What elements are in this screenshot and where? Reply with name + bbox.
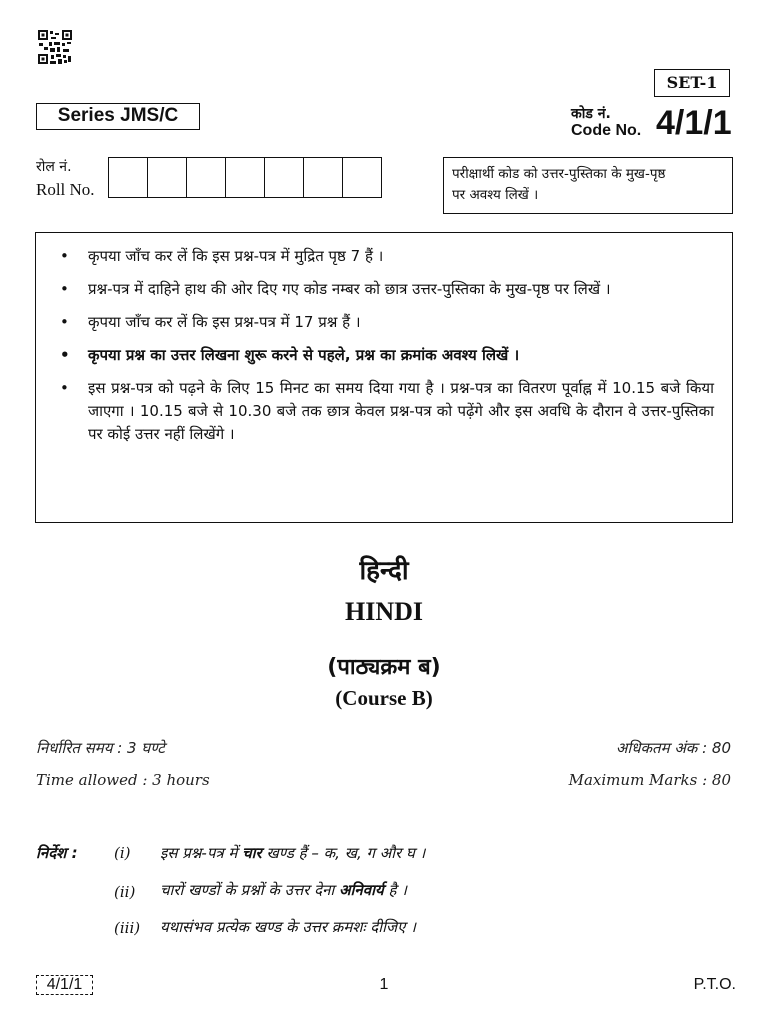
roll-cell[interactable] <box>109 158 148 197</box>
bullet-icon: • <box>60 313 69 331</box>
notice-line: परीक्षार्थी कोड को उत्तर-पुस्तिका के मुख-पृष्ठ <box>452 166 666 182</box>
instruction-text: प्रश्न-पत्र में दाहिने हाथ की ओर दिए गए कोड नम्बर को छात्र उत्तर-पुस्तिका के मुख-पृष्ठ पर लिखें । <box>88 280 611 298</box>
bullet-icon: • <box>60 379 69 397</box>
pto-label: P.T.O. <box>693 976 736 993</box>
page-number: 1 <box>379 976 389 993</box>
direction-number: (i) <box>114 844 131 862</box>
instruction-item <box>60 344 714 367</box>
subject-title-hindi: हिन्दी <box>359 556 409 586</box>
candidate-notice-box <box>443 157 733 214</box>
course-label-english: (Course B) <box>335 686 433 710</box>
roll-cell[interactable] <box>343 158 382 197</box>
roll-cell[interactable] <box>187 158 226 197</box>
instructions-box <box>35 232 733 523</box>
notice-line: पर अवश्य लिखें । <box>452 187 539 203</box>
instruction-item <box>60 278 714 301</box>
roll-label-hindi: रोल नं. <box>36 159 72 175</box>
bullet-icon: • <box>60 280 69 298</box>
roll-cell[interactable] <box>265 158 304 197</box>
roll-number-boxes[interactable] <box>108 157 382 198</box>
instruction-text: कृपया जाँच कर लें कि इस प्रश्न-पत्र में मुद्रित पृष्ठ 7 हैं । <box>88 247 384 265</box>
instruction-text: कृपया जाँच कर लें कि इस प्रश्न-पत्र में 17 प्रश्न हैं । <box>88 313 361 331</box>
course-label-hindi: (पाठ्यक्रम ब) <box>327 655 441 680</box>
time-allowed-english: Time allowed : 3 hours <box>36 771 210 789</box>
instruction-item <box>60 311 714 334</box>
direction-number: (ii) <box>114 883 136 901</box>
instruction-item <box>60 245 714 268</box>
time-allowed-hindi: निर्धारित समय : 3 घण्टे <box>36 739 165 757</box>
code-label-hindi: कोड नं. <box>571 106 611 122</box>
direction-text: इस प्रश्न-पत्र में चार खण्ड हैं – क, ख, ग और घ । <box>160 844 426 862</box>
series-label: Series JMS/C <box>36 103 200 130</box>
directions-label: निर्देश : <box>36 844 78 862</box>
max-marks-english: Maximum Marks : 80 <box>568 771 731 789</box>
code-number: 4/1/1 <box>656 104 732 142</box>
instruction-item <box>60 377 714 446</box>
set-label: SET-1 <box>654 69 730 97</box>
roll-cell[interactable] <box>148 158 187 197</box>
roll-cell[interactable] <box>226 158 265 197</box>
bullet-icon: • <box>60 247 69 265</box>
bullet-icon: • <box>60 346 70 364</box>
footer-code: 4/1/1 <box>36 975 93 995</box>
max-marks-hindi: अधिकतम अंक : 80 <box>615 739 731 757</box>
roll-cell[interactable] <box>304 158 343 197</box>
roll-label-english: Roll No. <box>36 180 95 199</box>
direction-number: (iii) <box>114 919 141 937</box>
instruction-text: कृपया प्रश्न का उत्तर लिखना शुरू करने से पहले, प्रश्न का क्रमांक अवश्य लिखें । <box>88 346 520 364</box>
direction-text: चारों खण्डों के प्रश्नों के उत्तर देना अनिवार्य है । <box>160 881 407 899</box>
instruction-text: इस प्रश्न-पत्र को पढ़ने के लिए 15 मिनट का समय दिया गया है । प्रश्न-पत्र का वितरण पूर्वाह्न में 10.15 बजे किया जाएगा । 10.15 बजे से 10.30 बजे तक छात्र केवल प्रश्न-पत्र को पढ़ेंगे और इस अवधि के दौरान वे उत्तर-पुस्तिका पर कोई उत्तर नहीं लिखेंगे । <box>88 379 714 443</box>
code-label-english: Code No. <box>571 122 642 139</box>
direction-text: यथासंभव प्रत्येक खण्ड के उत्तर क्रमशः दीजिए । <box>160 918 416 936</box>
qr-code-icon <box>38 30 72 64</box>
subject-title-english: HINDI <box>344 597 423 626</box>
